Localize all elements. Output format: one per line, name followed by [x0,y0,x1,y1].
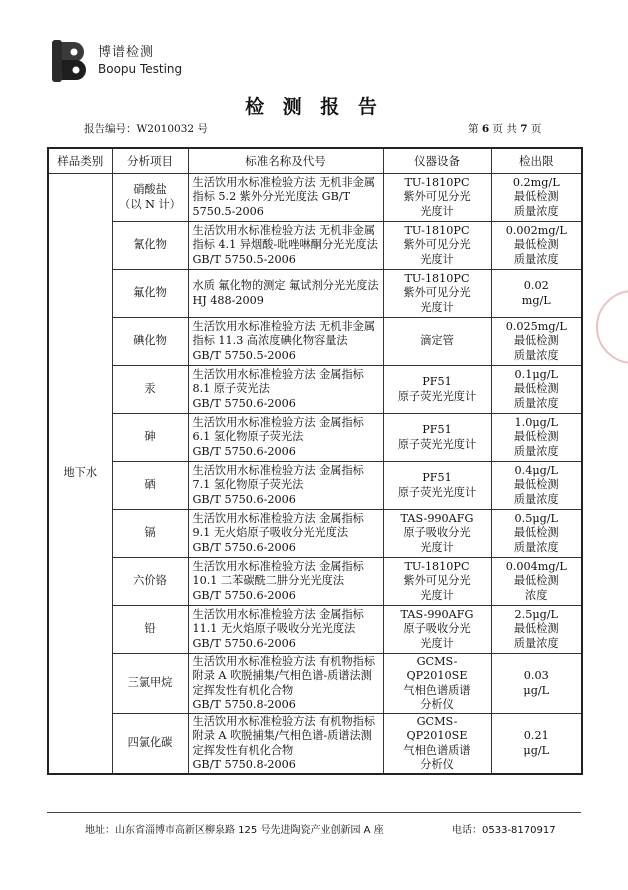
logo-english-name: Boopu Testing [98,62,183,76]
sample-category-cell: 地下水 [48,174,112,775]
detection-limit-cell: 0.2mg/L 最低检测 质量浓度 [491,174,582,222]
logo-chinese-name: 博谱检测 [98,45,155,60]
instrument-cell: PF51 原子荧光光度计 [383,462,491,510]
detection-limit-cell: 0.03 μg/L [491,654,582,714]
report-number-value: W2010032 号 [136,123,208,135]
standard-cell: 生活饮用水标准检验方法 无机非金属指标 4.1 异烟酸-吡唑啉酮分光光度法 GB/T 5750.5-2006 [188,222,383,270]
report-number [84,121,208,136]
analysis-item-cell: 硝酸盐 （以 N 计） [112,174,188,222]
instrument-cell: GCMS-QP2010SE 气相色谱质谱 分析仪 [383,654,491,714]
table-row [48,714,582,775]
standard-cell: 生活饮用水标准检验方法 有机物指标 附录 A 吹脱捕集/气相色谱-质谱法测定挥发性有机化合物 GB/T 5750.8-2006 [188,654,383,714]
analysis-item-cell: 镉 [112,510,188,558]
detection-limit-cell: 0.1μg/L 最低检测 质量浓度 [491,366,582,414]
footer-phone: 电话：0533-8170917 [452,825,556,836]
table-row [48,558,582,606]
detection-limit-cell: 0.4μg/L 最低检测 质量浓度 [491,462,582,510]
standard-cell: 水质 氟化物的测定 氟试剂分光光度法 HJ 488-2009 [188,270,383,318]
table-row [48,462,582,510]
instrument-cell: PF51 原子荧光光度计 [383,366,491,414]
detection-limit-cell: 0.02 mg/L [491,270,582,318]
table-row [48,414,582,462]
page-indicator [468,121,541,136]
page-suffix: 页 [530,123,542,135]
detection-limit-cell: 0.002mg/L 最低检测 质量浓度 [491,222,582,270]
header-sample-category: 样品类别 [48,148,112,174]
header-detection-limit: 检出限 [491,148,582,174]
table-row [48,270,582,318]
footer-address: 地址：山东省淄博市高新区柳泉路 125 号先进陶瓷产业创新园 A 座 [85,825,384,836]
table-row [48,174,582,222]
detection-limit-cell: 0.025mg/L 最低检测 质量浓度 [491,318,582,366]
standard-cell: 生活饮用水标准检验方法 金属指标 10.1 二苯碳酰二肼分光光度法 GB/T 5750.6-2006 [188,558,383,606]
detection-limit-cell: 0.21 μg/L [491,714,582,775]
analysis-item-cell: 氟化物 [112,270,188,318]
standard-cell: 生活饮用水标准检验方法 无机非金属指标 5.2 紫外分光光度法 GB/T 5750.5-2006 [188,174,383,222]
analysis-item-cell: 汞 [112,366,188,414]
page-total: 7 [520,123,528,135]
table-row [48,510,582,558]
standard-cell: 生活饮用水标准检验方法 金属指标 6.1 氢化物原子荧光法 GB/T 5750.6-2006 [188,414,383,462]
instrument-cell: GCMS-QP2010SE 气相色谱质谱 分析仪 [383,714,491,775]
instrument-cell: TU-1810PC 紫外可见分光 光度计 [383,558,491,606]
table-row [48,318,582,366]
report-number-label: 报告编号： [84,123,137,135]
company-seal-stamp [596,290,628,364]
header-analysis-item: 分析项目 [112,148,188,174]
table-header-row [48,148,582,174]
detection-limit-cell: 0.004mg/L 最低检测 浓度 [491,558,582,606]
analysis-item-cell: 碘化物 [112,318,188,366]
standard-cell: 生活饮用水标准检验方法 有机物指标 附录 A 吹脱捕集/气相色谱-质谱法测定挥发性有机化合物 GB/T 5750.8-2006 [188,714,383,775]
analysis-item-cell: 砷 [112,414,188,462]
company-logo [50,38,182,84]
instrument-cell: TU-1810PC 紫外可见分光 光度计 [383,222,491,270]
instrument-cell: 滴定管 [383,318,491,366]
page-prefix: 第 [468,123,479,135]
instrument-cell: TAS-990AFG 原子吸收分光 光度计 [383,606,491,654]
instrument-cell: TU-1810PC 紫外可见分光 光度计 [383,270,491,318]
instrument-cell: TU-1810PC 紫外可见分光 光度计 [383,174,491,222]
standard-cell: 生活饮用水标准检验方法 金属指标 8.1 原子荧光法 GB/T 5750.6-2006 [188,366,383,414]
analysis-item-cell: 六价铬 [112,558,188,606]
analysis-item-cell: 三氯甲烷 [112,654,188,714]
table-row [48,654,582,714]
page-mid: 页 共 [492,123,517,135]
detection-limit-cell: 0.5μg/L 最低检测 质量浓度 [491,510,582,558]
table-row [48,366,582,414]
analysis-item-cell: 硒 [112,462,188,510]
detection-limit-cell: 1.0μg/L 最低检测 质量浓度 [491,414,582,462]
instrument-cell: PF51 原子荧光光度计 [383,414,491,462]
standard-cell: 生活饮用水标准检验方法 无机非金属指标 11.3 高浓度碘化物容量法 GB/T 5750.5-2006 [188,318,383,366]
analysis-item-cell: 氰化物 [112,222,188,270]
boopu-logo-icon [50,38,92,84]
analysis-item-cell: 四氯化碳 [112,714,188,775]
standard-cell: 生活饮用水标准检验方法 金属指标 11.1 无火焰原子吸收分光光度法 GB/T 5750.6-2006 [188,606,383,654]
standard-cell: 生活饮用水标准检验方法 金属指标 7.1 氢化物原子荧光法 GB/T 5750.6-2006 [188,462,383,510]
detection-limit-cell: 2.5μg/L 最低检测 质量浓度 [491,606,582,654]
page-current: 6 [481,123,490,135]
table-row [48,606,582,654]
header-standard: 标准名称及代号 [188,148,383,174]
analysis-item-cell: 铅 [112,606,188,654]
table-row [48,222,582,270]
page-title: 检 测 报 告 [245,96,383,118]
instrument-cell: TAS-990AFG 原子吸收分光 光度计 [383,510,491,558]
results-table [47,147,583,775]
standard-cell: 生活饮用水标准检验方法 金属指标 9.1 无火焰原子吸收分光光度法 GB/T 5750.6-2006 [188,510,383,558]
footer-divider [47,812,581,813]
header-instrument: 仪器设备 [383,148,491,174]
